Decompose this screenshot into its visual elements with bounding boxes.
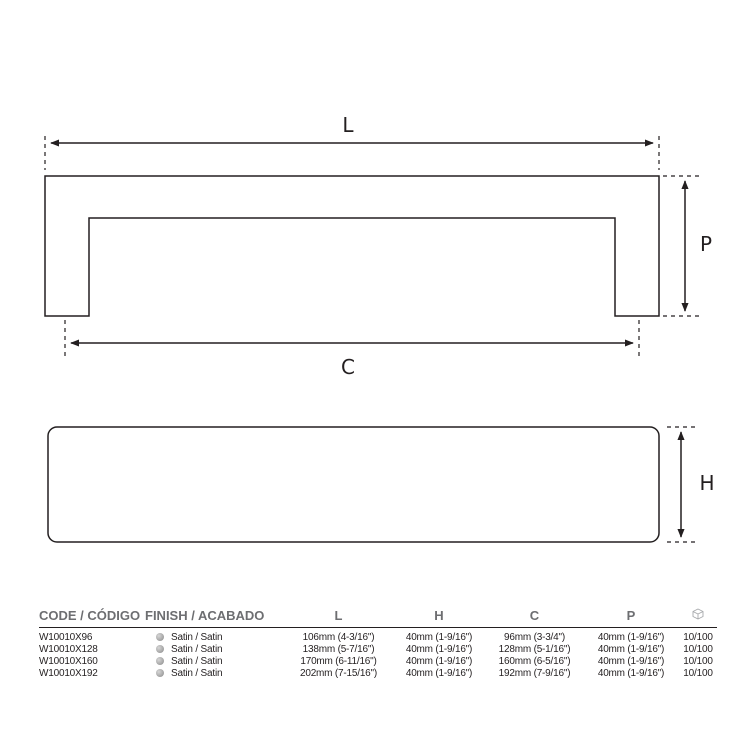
finish-swatch-icon (156, 669, 164, 677)
cell-l: 106mm (4-3/16") (302, 632, 375, 643)
cell-code: W10010X96 (39, 632, 93, 643)
table-row (39, 668, 717, 680)
table-header-row (39, 606, 717, 628)
cell-code: W10010X128 (39, 644, 98, 655)
specifications-table (39, 606, 717, 680)
p-dimension-label: P (699, 232, 713, 256)
header-finish: FINISH / ACABADO (145, 606, 285, 628)
finish-label: Satin / Satin (171, 668, 223, 679)
cell-l: 170mm (6-11/16") (300, 656, 377, 667)
cell-c: 192mm (7-9/16") (498, 668, 571, 679)
c-dimension-label: C (341, 355, 355, 379)
box-icon (692, 608, 704, 620)
cell-l: 138mm (5-7/16") (302, 644, 375, 655)
cell-pack: 10/100 (683, 668, 713, 679)
cell-pack: 10/100 (683, 632, 713, 643)
cell-c: 128mm (5-1/16") (498, 644, 571, 655)
table-row (39, 644, 717, 656)
cell-finish (145, 628, 285, 645)
h-dimension-label: H (699, 471, 715, 495)
cell-h: 40mm (1-9/16") (405, 644, 473, 655)
cell-pack: 10/100 (683, 656, 713, 667)
cell-l: 202mm (7-15/16") (299, 668, 378, 679)
cell-c: 96mm (3-3/4") (504, 632, 565, 643)
cell-finish (145, 656, 285, 668)
finish-label: Satin / Satin (171, 656, 223, 667)
finish-swatch-icon (156, 657, 164, 665)
cell-c: 160mm (6-5/16") (498, 656, 571, 667)
handle-top-outline (48, 427, 659, 542)
cell-p: 40mm (1-9/16") (597, 632, 665, 643)
header-code: CODE / CÓDIGO (39, 606, 145, 628)
finish-swatch-icon (156, 645, 164, 653)
cell-code: W10010X160 (39, 656, 98, 667)
handle-front-outline (45, 176, 659, 316)
cell-p: 40mm (1-9/16") (597, 656, 665, 667)
cell-p: 40mm (1-9/16") (597, 668, 665, 679)
cell-h: 40mm (1-9/16") (405, 668, 473, 679)
finish-swatch-icon (156, 633, 164, 641)
finish-label: Satin / Satin (171, 632, 223, 643)
cell-h: 40mm (1-9/16") (405, 632, 473, 643)
cell-p: 40mm (1-9/16") (597, 644, 665, 655)
cell-finish (145, 668, 285, 680)
header-l: L (285, 606, 392, 628)
cell-code: W10010X192 (39, 668, 98, 679)
header-h: H (392, 606, 486, 628)
finish-label: Satin / Satin (171, 644, 223, 655)
table-row (39, 656, 717, 668)
table-row (39, 628, 717, 645)
cell-finish (145, 644, 285, 656)
cell-h: 40mm (1-9/16") (405, 656, 473, 667)
l-dimension-label: L (342, 113, 354, 137)
header-p: P (583, 606, 679, 628)
header-packaging (679, 606, 717, 628)
header-c: C (486, 606, 583, 628)
cell-pack: 10/100 (683, 644, 713, 655)
